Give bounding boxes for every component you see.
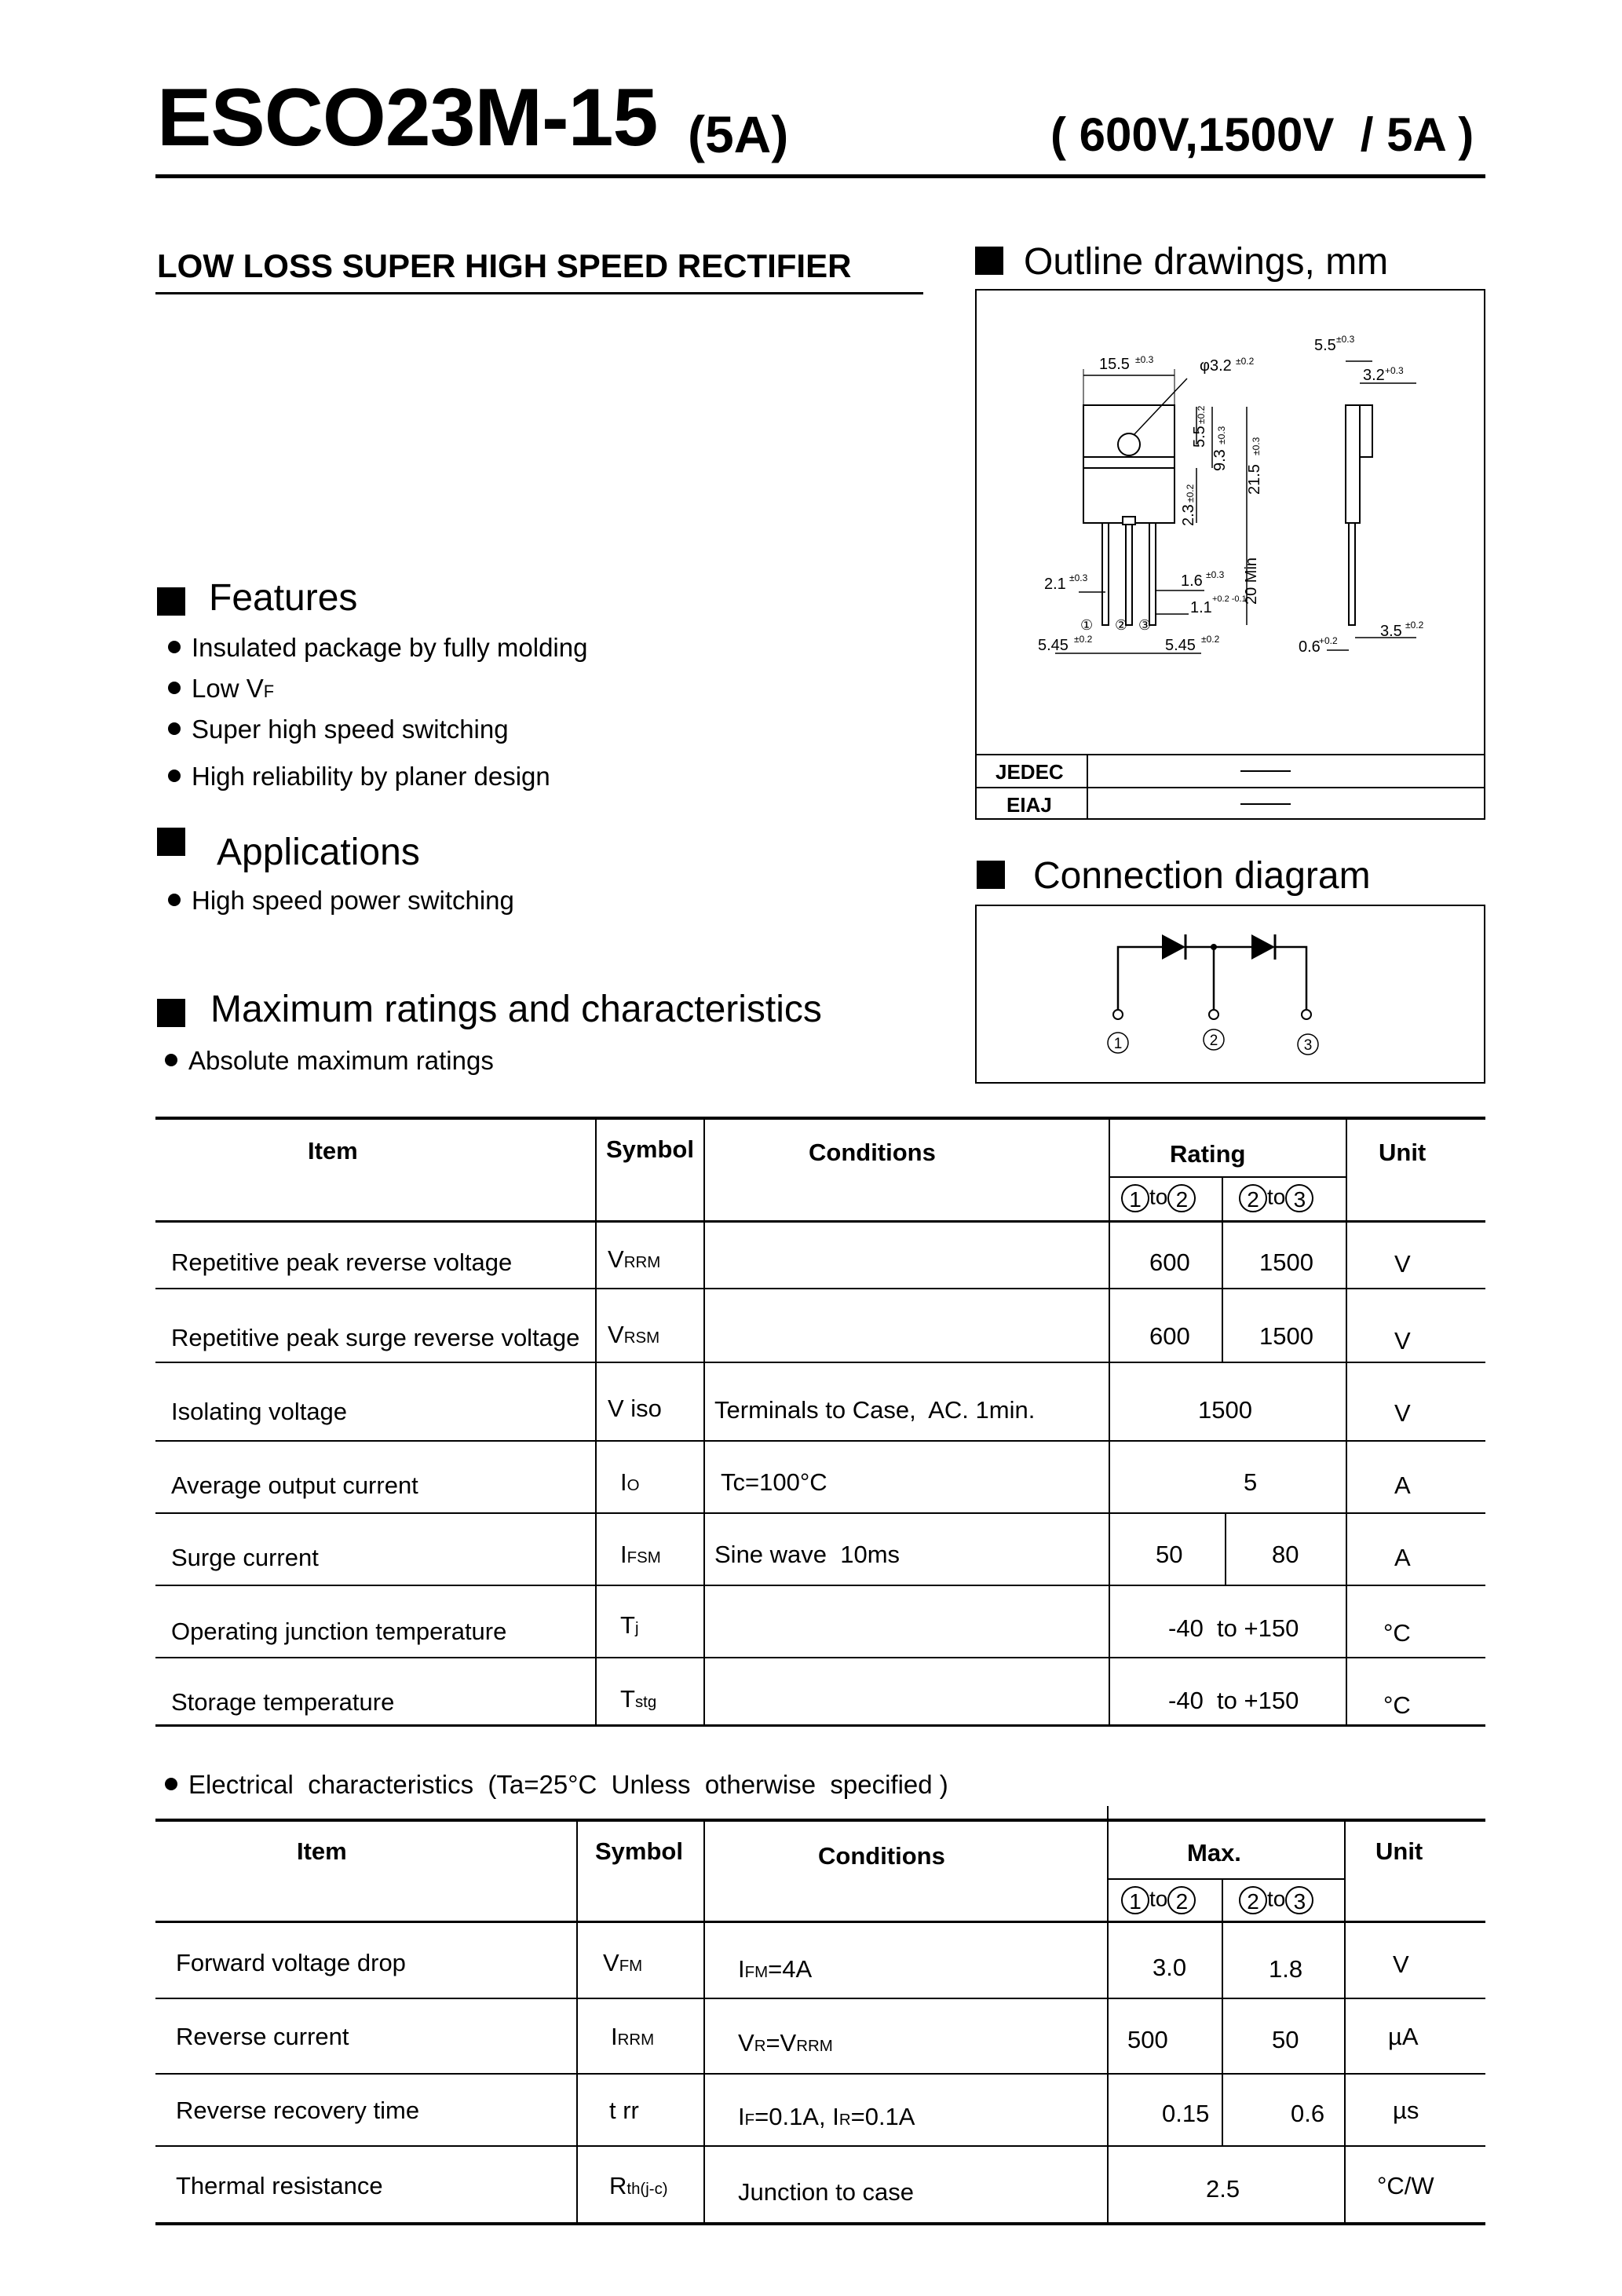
device-subtitle: LOW LOSS SUPER HIGH SPEED RECTIFIER — [157, 247, 852, 284]
elec-row-symbol: IRRM — [611, 2023, 655, 2050]
abs-row-symbol: IFSM — [620, 1541, 661, 1568]
elec-char-label: Electrical characteristics (Ta=25°C Unless otherwise specified ) — [165, 1771, 948, 1797]
abs-row-rating-1: 50 — [1156, 1541, 1183, 1568]
title-rule — [155, 174, 1485, 178]
elec-row-rule — [155, 2073, 1485, 2075]
abs-row-rating-1: 600 — [1149, 1322, 1190, 1350]
applications-square-icon — [157, 828, 185, 856]
features-square-icon — [157, 587, 185, 616]
spec-summary-title: ( 600V,1500V / 5A ) — [1050, 108, 1474, 161]
abs-row-rating-1: 600 — [1149, 1249, 1190, 1276]
abs-row-unit: V — [1394, 1250, 1411, 1278]
elec-row-max-2: 1.8 — [1269, 1955, 1303, 1983]
eiaj-value-dash — [1240, 803, 1291, 805]
elec-col-rule — [1107, 1806, 1109, 2224]
connection-heading: Connection diagram — [1033, 855, 1371, 897]
abs-table-header-rule — [155, 1220, 1485, 1223]
ratings-heading: Maximum ratings and characteristics — [210, 989, 822, 1030]
elec-row-unit: µA — [1388, 2023, 1419, 2050]
abs-row-conditions: Terminals to Case, AC. 1min. — [714, 1396, 1036, 1424]
abs-row-conditions: Tc=100°C — [721, 1468, 827, 1496]
abs-row-rating-2: 1500 — [1259, 1249, 1313, 1276]
outline-drawing-box — [975, 289, 1485, 820]
dim-text: 3.5 — [1380, 623, 1402, 640]
connection-square-icon — [977, 861, 1005, 889]
terminal-3-label: 3 — [1303, 1037, 1313, 1054]
outline-square-icon — [975, 247, 1003, 275]
abs-row-rule — [155, 1288, 1485, 1289]
elec-row-symbol: VFM — [603, 1949, 643, 1976]
abs-row-item: Operating junction temperature — [171, 1618, 507, 1645]
elec-header-symbol: Symbol — [595, 1837, 683, 1865]
abs-col-rule — [1346, 1117, 1347, 1726]
pin-label: ① — [1080, 617, 1094, 633]
diode-1-icon — [1162, 934, 1185, 960]
abs-rating-sub-rule — [1109, 1176, 1346, 1178]
abs-header-symbol: Symbol — [606, 1135, 694, 1163]
elec-subheader-2-to-3: 2 to 3 — [1239, 1886, 1313, 1914]
application-item: High speed power switching — [168, 887, 514, 913]
abs-row-unit: A — [1394, 1544, 1411, 1571]
abs-table-bottom-rule — [155, 1724, 1485, 1727]
jedec-value-dash — [1240, 770, 1291, 772]
abs-header-item: Item — [308, 1137, 358, 1164]
abs-header-rating: Rating — [1170, 1140, 1246, 1168]
elec-col-rule — [703, 1819, 705, 2224]
pin-label: ③ — [1138, 617, 1152, 633]
dim-text: 20 Min — [1243, 557, 1260, 605]
dim-tol: ±0.2 — [1196, 405, 1207, 424]
elec-header-conditions: Conditions — [818, 1842, 945, 1870]
dim-text: 2.1 — [1044, 576, 1066, 593]
dim-text: 1.1 — [1190, 599, 1212, 616]
diode-2-icon — [1251, 934, 1275, 960]
abs-row-symbol: VRSM — [608, 1321, 660, 1348]
elec-table-bottom-rule — [155, 2222, 1485, 2225]
elec-row-max-2: 0.6 — [1291, 2100, 1325, 2127]
dim-text: 15.5 — [1099, 356, 1130, 373]
abs-rating-split-rule — [1225, 1512, 1226, 1585]
elec-row-item: Reverse current — [176, 2023, 349, 2050]
elec-row-max-1: 500 — [1127, 2026, 1168, 2053]
abs-col-rule — [1109, 1117, 1110, 1726]
abs-subheader-2-to-3: 2 to 3 — [1239, 1184, 1313, 1212]
jedec-label: JEDEC — [995, 760, 1064, 784]
ratings-square-icon — [157, 999, 185, 1027]
elec-row-rule — [155, 1998, 1485, 1999]
abs-header-conditions: Conditions — [809, 1139, 936, 1166]
elec-row-item: Thermal resistance — [176, 2172, 383, 2199]
dim-tol: ±0.2 — [1201, 634, 1220, 645]
elec-table-header-rule — [155, 1921, 1485, 1923]
abs-row-conditions: Sine wave 10ms — [714, 1541, 901, 1568]
abs-row-rating-2: 1500 — [1259, 1322, 1313, 1350]
terminal-1-label: 1 — [1113, 1036, 1123, 1052]
abs-row-rating: 5 — [1244, 1468, 1258, 1496]
abs-row-item: Repetitive peak reverse voltage — [171, 1249, 513, 1276]
dim-tol: ±0.3 — [1336, 334, 1355, 345]
dim-tol: ±0.2 — [1074, 634, 1093, 645]
elec-row-conditions: VR=VRRM — [738, 2029, 833, 2057]
abs-rating-split-rule — [1222, 1176, 1223, 1362]
dim-tol: +0.2 -0.1 — [1212, 594, 1247, 604]
current-rating-title: (5A) — [688, 105, 789, 163]
dim-text: 21.5 — [1246, 464, 1263, 495]
abs-table-top-rule — [155, 1117, 1485, 1120]
elec-header-item: Item — [297, 1837, 347, 1865]
dim-tol: ±0.3 — [1069, 572, 1088, 583]
elec-row-max-2: 50 — [1272, 2026, 1299, 2053]
elec-max-split-rule — [1222, 1878, 1223, 2145]
dim-text: 5.5 — [1191, 426, 1208, 448]
dim-text: 5.45 — [1038, 637, 1069, 654]
elec-max-sub-rule — [1107, 1878, 1344, 1880]
abs-row-rule — [155, 1440, 1485, 1442]
elec-row-symbol: t rr — [609, 2097, 639, 2124]
elec-row-max: 2.5 — [1206, 2175, 1240, 2203]
feature-item: Insulated package by fully molding — [168, 634, 587, 660]
abs-header-unit: Unit — [1379, 1139, 1427, 1166]
abs-row-rule — [155, 1362, 1485, 1363]
abs-col-rule — [703, 1117, 705, 1726]
feature-item: High reliability by planer design — [168, 763, 550, 789]
abs-row-item: Storage temperature — [171, 1688, 395, 1716]
abs-col-rule — [595, 1117, 597, 1726]
dim-tol: ±0.3 — [1135, 354, 1154, 365]
elec-row-symbol: Rth(j-c) — [609, 2172, 668, 2199]
part-number-title: ESCO23M-15 — [157, 72, 658, 163]
dim-text: 9.3 — [1211, 449, 1229, 471]
abs-row-unit: °C — [1383, 1691, 1411, 1719]
dim-text: 5.45 — [1165, 637, 1196, 654]
feature-item: Super high speed switching — [168, 716, 509, 742]
abs-row-rule — [155, 1585, 1485, 1586]
dim-tol: ±0.2 — [1185, 484, 1196, 503]
dim-tol: +0.3 — [1385, 365, 1404, 376]
abs-row-symbol: V iso — [608, 1395, 662, 1422]
dim-text: 0.6 — [1299, 638, 1321, 656]
dim-tol: ±0.2 — [1236, 356, 1255, 367]
abs-row-symbol: IO — [620, 1468, 640, 1496]
connection-diagram — [977, 906, 1484, 1082]
standard-col-divider — [1087, 754, 1088, 818]
feature-item: Low VF — [168, 675, 274, 701]
abs-row-rating: 1500 — [1198, 1396, 1252, 1424]
abs-row-item: Surge current — [171, 1544, 319, 1571]
abs-row-unit: V — [1394, 1327, 1411, 1355]
abs-row-symbol: Tj — [620, 1611, 639, 1639]
dim-tol: ±0.2 — [1405, 620, 1424, 631]
elec-subheader-1-to-2: 1 to 2 — [1121, 1886, 1196, 1914]
dim-text: φ3.2 — [1200, 357, 1232, 375]
eiaj-divider — [977, 787, 1484, 788]
elec-row-item: Forward voltage drop — [176, 1949, 406, 1976]
dim-tol: ±0.3 — [1206, 569, 1225, 580]
pin-label: ② — [1115, 617, 1128, 633]
elec-col-rule — [1344, 1819, 1346, 2224]
elec-row-item: Reverse recovery time — [176, 2097, 420, 2124]
dim-tol: ±0.3 — [1251, 437, 1262, 455]
package-outline-drawing — [977, 291, 1484, 818]
elec-row-unit: µs — [1393, 2097, 1419, 2124]
abs-row-symbol: Tstg — [620, 1685, 657, 1713]
dim-tol: ±0.3 — [1216, 426, 1227, 444]
eiaj-label: EIAJ — [1006, 793, 1052, 817]
elec-row-max-1: 3.0 — [1153, 1954, 1187, 1981]
dim-text: 5.5 — [1314, 337, 1336, 354]
abs-row-unit: °C — [1383, 1619, 1411, 1647]
elec-row-max-1: 0.15 — [1162, 2100, 1210, 2127]
outline-heading: Outline drawings, mm — [1024, 241, 1389, 283]
elec-header-unit: Unit — [1375, 1837, 1423, 1865]
abs-row-unit: A — [1394, 1472, 1411, 1499]
features-heading: Features — [209, 577, 358, 619]
abs-row-unit: V — [1394, 1399, 1411, 1427]
terminal-2-label: 2 — [1209, 1033, 1218, 1049]
subtitle-rule — [155, 292, 923, 294]
applications-heading: Applications — [217, 832, 420, 873]
abs-ratings-label: Absolute maximum ratings — [165, 1047, 494, 1073]
abs-row-rule — [155, 1512, 1485, 1514]
elec-row-conditions: IFM=4A — [738, 1955, 813, 1983]
abs-row-rule — [155, 1657, 1485, 1658]
dim-text: 3.2 — [1363, 367, 1385, 384]
elec-table-top-rule — [155, 1819, 1485, 1822]
elec-row-unit: V — [1393, 1951, 1409, 1978]
dim-tol: +0.2 — [1319, 635, 1338, 646]
abs-row-item: Repetitive peak surge reverse voltage — [171, 1324, 580, 1351]
abs-subheader-1-to-2: 1 to 2 — [1121, 1184, 1196, 1212]
elec-row-conditions: Junction to case — [738, 2178, 915, 2206]
elec-col-rule — [576, 1819, 578, 2224]
connection-diagram-box — [975, 905, 1485, 1084]
abs-row-item: Isolating voltage — [171, 1398, 348, 1425]
abs-row-symbol: VRRM — [608, 1245, 661, 1273]
abs-row-rating: -40 to +150 — [1168, 1687, 1299, 1714]
abs-row-rating: -40 to +150 — [1168, 1614, 1299, 1642]
dim-text: 2.3 — [1180, 504, 1197, 526]
dim-text: 1.6 — [1181, 572, 1203, 590]
elec-header-max: Max. — [1187, 1839, 1241, 1866]
elec-row-conditions: IF=0.1A, IR=0.1A — [738, 2103, 915, 2130]
elec-row-unit: °C/W — [1377, 2172, 1434, 2199]
abs-row-item: Average output current — [171, 1472, 418, 1499]
abs-row-rating-2: 80 — [1272, 1541, 1299, 1568]
elec-row-rule — [155, 2145, 1485, 2147]
jedec-divider — [977, 754, 1484, 755]
